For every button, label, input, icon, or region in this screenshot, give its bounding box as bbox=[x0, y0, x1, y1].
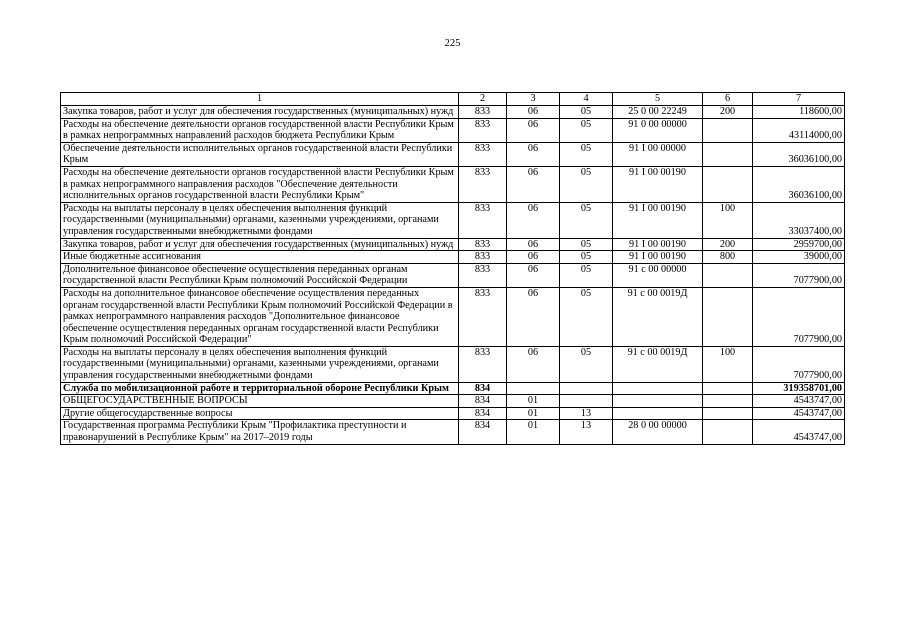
row-cell-c7: 118600,00 bbox=[753, 106, 845, 119]
row-cell-c2: 833 bbox=[459, 106, 507, 119]
row-cell-c4: 13 bbox=[560, 407, 613, 420]
row-cell-c7: 4543747,00 bbox=[753, 407, 845, 420]
row-cell-c3: 06 bbox=[507, 263, 560, 287]
row-cell-c3: 06 bbox=[507, 166, 560, 202]
row-cell-c6 bbox=[703, 382, 753, 395]
column-header: 1 bbox=[61, 93, 459, 106]
row-cell-c6: 100 bbox=[703, 202, 753, 238]
row-cell-c2: 833 bbox=[459, 202, 507, 238]
row-cell-c2: 833 bbox=[459, 251, 507, 264]
column-header: 2 bbox=[459, 93, 507, 106]
column-header: 5 bbox=[613, 93, 703, 106]
column-header: 6 bbox=[703, 93, 753, 106]
row-cell-c5: 91 0 00 00000 bbox=[613, 118, 703, 142]
table-row bbox=[61, 407, 845, 420]
row-cell-c4: 05 bbox=[560, 118, 613, 142]
table-row bbox=[61, 395, 845, 408]
table-row bbox=[61, 263, 845, 287]
row-name-cell: Иные бюджетные ассигнования bbox=[61, 251, 459, 264]
table-row bbox=[61, 287, 845, 346]
row-cell-c4: 13 bbox=[560, 420, 613, 444]
row-cell-c7: 7077900,00 bbox=[753, 263, 845, 287]
row-cell-c3: 06 bbox=[507, 251, 560, 264]
row-cell-c6 bbox=[703, 395, 753, 408]
row-cell-c4: 05 bbox=[560, 346, 613, 382]
row-name-cell: Обеспечение деятельности исполнительных органов государственной власти Республики Крым bbox=[61, 142, 459, 166]
row-cell-c7: 4543747,00 bbox=[753, 420, 845, 444]
row-cell-c2: 833 bbox=[459, 118, 507, 142]
row-cell-c4: 05 bbox=[560, 166, 613, 202]
row-cell-c3: 01 bbox=[507, 407, 560, 420]
row-cell-c4: 05 bbox=[560, 202, 613, 238]
row-name-cell: Закупка товаров, работ и услуг для обеспечения государственных (муниципальных) нужд bbox=[61, 238, 459, 251]
row-cell-c3: 06 bbox=[507, 118, 560, 142]
row-cell-c2: 834 bbox=[459, 395, 507, 408]
row-cell-c6: 100 bbox=[703, 346, 753, 382]
row-name-cell: Расходы на дополнительное финансовое обеспечение осуществления переданных органам государственной власти Республики Крым полномочий Российской Федерации в рамках непрограммного направления расходов "Дополнительное финансовое обеспечение осуществления переданных органам государственной власти Республики Крым полномочий Российской Федерации" bbox=[61, 287, 459, 346]
row-cell-c4: 05 bbox=[560, 238, 613, 251]
row-cell-c6: 800 bbox=[703, 251, 753, 264]
row-name-cell: ОБЩЕГОСУДАРСТВЕННЫЕ ВОПРОСЫ bbox=[61, 395, 459, 408]
row-cell-c5 bbox=[613, 382, 703, 395]
row-name-cell: Расходы на обеспечение деятельности органов государственной власти Республики Крым в рамках непрограммных направлений расходов бюджета Республики Крым bbox=[61, 118, 459, 142]
row-cell-c5: 25 0 00 22249 bbox=[613, 106, 703, 119]
row-cell-c6: 200 bbox=[703, 106, 753, 119]
row-cell-c7: 36036100,00 bbox=[753, 142, 845, 166]
row-cell-c3: 06 bbox=[507, 142, 560, 166]
table-row bbox=[61, 420, 845, 444]
row-name-cell: Расходы на обеспечение деятельности органов государственной власти Республики Крым в рамках непрограммного направления расходов "Обеспечение деятельности исполнительных органов государственной власти Республики Крым" bbox=[61, 166, 459, 202]
row-cell-c7: 2959700,00 bbox=[753, 238, 845, 251]
row-name-cell: Дополнительное финансовое обеспечение осуществления переданных органам государственной власти Республики Крым полномочий Российской Федерации bbox=[61, 263, 459, 287]
row-name-cell: Расходы на выплаты персоналу в целях обеспечения выполнения функций государственными (муниципальными) органами, казенными учреждениями, органами управления государственными внебюджетными фондами bbox=[61, 202, 459, 238]
row-cell-c3: 06 bbox=[507, 106, 560, 119]
row-cell-c4: 05 bbox=[560, 142, 613, 166]
row-name-cell: Служба по мобилизационной работе и территориальной обороне Республики Крым bbox=[61, 382, 459, 395]
row-cell-c5: 91 I 00 00190 bbox=[613, 238, 703, 251]
row-cell-c7: 7077900,00 bbox=[753, 346, 845, 382]
row-cell-c7: 36036100,00 bbox=[753, 166, 845, 202]
row-cell-c2: 833 bbox=[459, 346, 507, 382]
table-row bbox=[61, 202, 845, 238]
row-cell-c3: 01 bbox=[507, 395, 560, 408]
row-cell-c5: 91 I 00 00000 bbox=[613, 142, 703, 166]
row-cell-c5: 91 с 00 0019Д bbox=[613, 346, 703, 382]
table-row bbox=[61, 346, 845, 382]
table-row bbox=[61, 382, 845, 395]
column-header: 4 bbox=[560, 93, 613, 106]
row-cell-c3: 01 bbox=[507, 420, 560, 444]
table-row bbox=[61, 106, 845, 119]
row-cell-c2: 834 bbox=[459, 420, 507, 444]
row-cell-c5 bbox=[613, 407, 703, 420]
row-name-cell: Расходы на выплаты персоналу в целях обеспечения выполнения функций государственными (муниципальными) органами, казенными учреждениями, органами управления государственными внебюджетными фондами bbox=[61, 346, 459, 382]
row-cell-c3: 06 bbox=[507, 346, 560, 382]
row-cell-c5: 91 I 00 00190 bbox=[613, 251, 703, 264]
row-cell-c6 bbox=[703, 420, 753, 444]
row-cell-c6 bbox=[703, 263, 753, 287]
row-cell-c7: 33037400,00 bbox=[753, 202, 845, 238]
table-row bbox=[61, 142, 845, 166]
row-cell-c6 bbox=[703, 166, 753, 202]
row-name-cell: Закупка товаров, работ и услуг для обеспечения государственных (муниципальных) нужд bbox=[61, 106, 459, 119]
row-cell-c2: 834 bbox=[459, 382, 507, 395]
row-cell-c4: 05 bbox=[560, 106, 613, 119]
row-cell-c5: 91 I 00 00190 bbox=[613, 166, 703, 202]
row-cell-c4: 05 bbox=[560, 287, 613, 346]
row-cell-c5: 91 I 00 00190 bbox=[613, 202, 703, 238]
row-cell-c3: 06 bbox=[507, 202, 560, 238]
row-cell-c2: 833 bbox=[459, 287, 507, 346]
row-cell-c6 bbox=[703, 142, 753, 166]
table-row bbox=[61, 118, 845, 142]
row-cell-c7: 43114000,00 bbox=[753, 118, 845, 142]
row-cell-c2: 833 bbox=[459, 238, 507, 251]
row-cell-c4 bbox=[560, 382, 613, 395]
budget-table bbox=[60, 92, 845, 445]
row-cell-c4: 05 bbox=[560, 263, 613, 287]
row-cell-c5: 91 с 00 0019Д bbox=[613, 287, 703, 346]
row-cell-c6 bbox=[703, 287, 753, 346]
row-cell-c2: 833 bbox=[459, 166, 507, 202]
row-cell-c6 bbox=[703, 407, 753, 420]
row-cell-c6 bbox=[703, 118, 753, 142]
row-cell-c5: 28 0 00 00000 bbox=[613, 420, 703, 444]
row-cell-c2: 834 bbox=[459, 407, 507, 420]
row-name-cell: Государственная программа Республики Крым "Профилактика преступности и правонарушений в Республике Крым" на 2017–2019 годы bbox=[61, 420, 459, 444]
row-cell-c7: 7077900,00 bbox=[753, 287, 845, 346]
row-cell-c7: 4543747,00 bbox=[753, 395, 845, 408]
table-row bbox=[61, 238, 845, 251]
row-cell-c7: 319358701,00 bbox=[753, 382, 845, 395]
header-row bbox=[61, 93, 845, 106]
table-row bbox=[61, 166, 845, 202]
row-cell-c4: 05 bbox=[560, 251, 613, 264]
row-cell-c2: 833 bbox=[459, 142, 507, 166]
page-number: 225 bbox=[444, 38, 461, 49]
column-header: 7 bbox=[753, 93, 845, 106]
row-cell-c6: 200 bbox=[703, 238, 753, 251]
row-cell-c5: 91 с 00 00000 bbox=[613, 263, 703, 287]
column-header: 3 bbox=[507, 93, 560, 106]
row-name-cell: Другие общегосударственные вопросы bbox=[61, 407, 459, 420]
table-row bbox=[61, 251, 845, 264]
row-cell-c3: 06 bbox=[507, 287, 560, 346]
table-body bbox=[61, 106, 845, 445]
row-cell-c5 bbox=[613, 395, 703, 408]
row-cell-c4 bbox=[560, 395, 613, 408]
row-cell-c7: 39000,00 bbox=[753, 251, 845, 264]
row-cell-c3: 06 bbox=[507, 238, 560, 251]
row-cell-c2: 833 bbox=[459, 263, 507, 287]
row-cell-c3 bbox=[507, 382, 560, 395]
